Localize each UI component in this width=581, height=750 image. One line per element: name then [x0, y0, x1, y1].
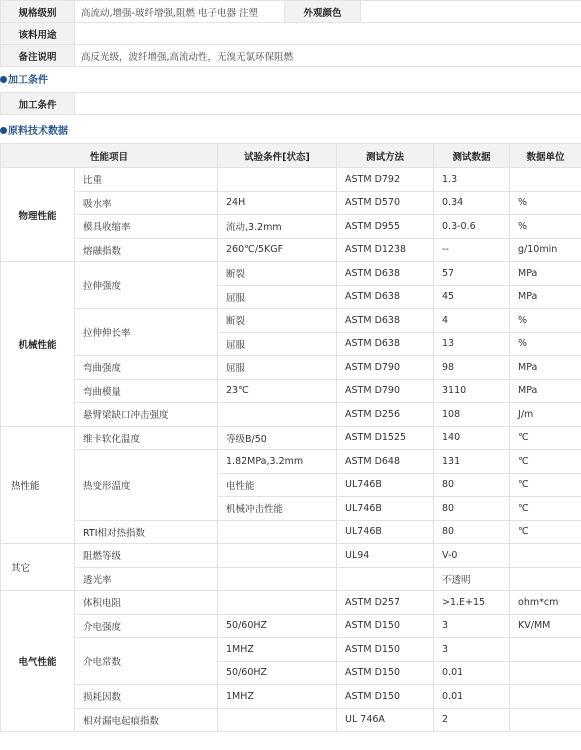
- table-row: [1, 544, 581, 568]
- unit-cell: [510, 661, 581, 685]
- condition-cell: 1MHZ: [218, 685, 337, 709]
- header-condition: 试验条件[状态]: [218, 144, 337, 168]
- condition-cell: [218, 403, 337, 427]
- unit-cell: MPa: [510, 285, 581, 309]
- color-value: [361, 1, 581, 23]
- property-cell: 弯曲强度: [75, 356, 218, 380]
- property-cell: 相对漏电起痕指数: [75, 708, 218, 732]
- unit-cell: %: [510, 215, 581, 239]
- grade-value: 高流动,增强-玻纤增强,阻燃 电子电器 注塑: [75, 1, 285, 23]
- table-row: [1, 520, 581, 544]
- method-cell: ASTM D150: [337, 614, 434, 638]
- property-cell: 弯曲模量: [75, 379, 218, 403]
- usage-label: 该料用途: [1, 23, 75, 45]
- table-row: [1, 238, 581, 262]
- data-cell: --: [434, 238, 510, 262]
- category-cell: 物理性能: [1, 168, 75, 262]
- method-cell: ASTM D150: [337, 685, 434, 709]
- category-cell: 机械性能: [1, 262, 75, 427]
- top-info-table: [0, 0, 581, 67]
- method-cell: ASTM D790: [337, 356, 434, 380]
- unit-cell: [510, 638, 581, 662]
- header-property: 性能项目: [1, 144, 218, 168]
- table-row: [1, 450, 581, 474]
- data-cell: V-0: [434, 544, 510, 568]
- section-bullet-icon: [0, 76, 7, 83]
- table-row: [1, 591, 581, 615]
- grade-label: 规格级别: [1, 1, 75, 23]
- unit-cell: ℃: [510, 426, 581, 450]
- remark-label: 备注说明: [1, 45, 75, 67]
- method-cell: ASTM D638: [337, 262, 434, 286]
- table-row: [1, 567, 581, 591]
- table-row: [1, 708, 581, 732]
- data-cell: 0.01: [434, 661, 510, 685]
- table-row: [1, 262, 581, 286]
- table-row: [1, 309, 581, 333]
- condition-cell: 机械冲击性能: [218, 497, 337, 521]
- data-cell: 98: [434, 356, 510, 380]
- unit-cell: g/10min: [510, 238, 581, 262]
- property-cell: 拉伸伸长率: [75, 309, 218, 356]
- unit-cell: %: [510, 332, 581, 356]
- condition-cell: 260℃/5KGF: [218, 238, 337, 262]
- condition-cell: 电性能: [218, 473, 337, 497]
- property-cell: 拉伸强度: [75, 262, 218, 309]
- category-cell: 电气性能: [1, 591, 75, 732]
- condition-cell: [218, 544, 337, 568]
- condition-cell: 断裂: [218, 262, 337, 286]
- method-cell: ASTM D1238: [337, 238, 434, 262]
- processing-section-title: 加工条件: [0, 67, 581, 92]
- condition-cell: 等级B/50: [218, 426, 337, 450]
- condition-cell: 屈服: [218, 332, 337, 356]
- table-row: [1, 426, 581, 450]
- unit-cell: J/m: [510, 403, 581, 427]
- property-cell: 熔融指数: [75, 238, 218, 262]
- property-cell: 吸水率: [75, 191, 218, 215]
- method-cell: ASTM D790: [337, 379, 434, 403]
- data-cell: 57: [434, 262, 510, 286]
- data-cell: 13: [434, 332, 510, 356]
- condition-cell: 断裂: [218, 309, 337, 333]
- table-row: [1, 379, 581, 403]
- data-cell: 140: [434, 426, 510, 450]
- category-cell: 其它: [1, 544, 75, 591]
- unit-cell: [510, 567, 581, 591]
- table-row: [1, 168, 581, 192]
- property-cell: 维卡软化温度: [75, 426, 218, 450]
- method-cell: ASTM D570: [337, 191, 434, 215]
- unit-cell: [510, 544, 581, 568]
- condition-cell: [218, 567, 337, 591]
- property-cell: 热变形温度: [75, 450, 218, 521]
- property-cell: 悬臂梁缺口冲击强度: [75, 403, 218, 427]
- method-cell: ASTM D638: [337, 332, 434, 356]
- method-cell: ASTM D150: [337, 638, 434, 662]
- unit-cell: [510, 685, 581, 709]
- spec-table: [0, 143, 581, 732]
- processing-value: [75, 93, 581, 115]
- header-data: 测试数据: [434, 144, 510, 168]
- condition-cell: 1MHZ: [218, 638, 337, 662]
- table-row: [1, 356, 581, 380]
- unit-cell: ℃: [510, 450, 581, 474]
- unit-cell: KV/MM: [510, 614, 581, 638]
- condition-cell: 50/60HZ: [218, 661, 337, 685]
- data-cell: 131: [434, 450, 510, 474]
- table-row: [1, 403, 581, 427]
- table-row: [1, 191, 581, 215]
- condition-cell: [218, 520, 337, 544]
- property-cell: 比重: [75, 168, 218, 192]
- condition-cell: 50/60HZ: [218, 614, 337, 638]
- method-cell: UL 746A: [337, 708, 434, 732]
- usage-value: [75, 23, 581, 45]
- property-cell: 模具收缩率: [75, 215, 218, 239]
- method-cell: ASTM D257: [337, 591, 434, 615]
- method-cell: ASTM D150: [337, 661, 434, 685]
- unit-cell: %: [510, 309, 581, 333]
- remark-value: 高反光级，波纤增强,高流动性，无溴无氯环保阻燃: [75, 45, 581, 67]
- unit-cell: MPa: [510, 356, 581, 380]
- condition-cell: 屈服: [218, 285, 337, 309]
- header-method: 测试方法: [337, 144, 434, 168]
- unit-cell: ohm*cm: [510, 591, 581, 615]
- header-unit: 数据单位: [510, 144, 581, 168]
- method-cell: ASTM D256: [337, 403, 434, 427]
- data-cell: 0.34: [434, 191, 510, 215]
- method-cell: UL746B: [337, 473, 434, 497]
- condition-cell: 24H: [218, 191, 337, 215]
- data-cell: 1.3: [434, 168, 510, 192]
- processing-label: 加工条件: [1, 93, 75, 115]
- method-cell: ASTM D1525: [337, 426, 434, 450]
- data-cell: 80: [434, 497, 510, 521]
- method-cell: ASTM D792: [337, 168, 434, 192]
- condition-cell: 流动,3.2mm: [218, 215, 337, 239]
- table-row: [1, 638, 581, 662]
- data-cell: 80: [434, 520, 510, 544]
- section-bullet-icon: [0, 127, 7, 134]
- category-cell: 热性能: [1, 426, 75, 544]
- data-cell: 4: [434, 309, 510, 333]
- table-row: [1, 23, 581, 45]
- condition-cell: 屈服: [218, 356, 337, 380]
- condition-cell: 1.82MPa,3.2mm: [218, 450, 337, 474]
- processing-table: [0, 92, 581, 115]
- spec-header-row: [1, 144, 581, 168]
- data-cell: >1.E+15: [434, 591, 510, 615]
- table-row: [1, 1, 581, 23]
- data-cell: 2: [434, 708, 510, 732]
- table-row: [1, 215, 581, 239]
- property-cell: 阻燃等级: [75, 544, 218, 568]
- method-cell: ASTM D638: [337, 285, 434, 309]
- property-cell: 介电常数: [75, 638, 218, 685]
- method-cell: ASTM D638: [337, 309, 434, 333]
- unit-cell: ℃: [510, 520, 581, 544]
- table-row: [1, 685, 581, 709]
- condition-cell: [218, 708, 337, 732]
- data-cell: 不透明: [434, 567, 510, 591]
- property-cell: 透光率: [75, 567, 218, 591]
- property-cell: 体积电阻: [75, 591, 218, 615]
- table-row: [1, 93, 581, 115]
- unit-cell: ℃: [510, 473, 581, 497]
- color-label: 外观颜色: [285, 1, 361, 23]
- unit-cell: [510, 168, 581, 192]
- table-row: [1, 45, 581, 67]
- unit-cell: MPa: [510, 379, 581, 403]
- data-cell: 0.3-0.6: [434, 215, 510, 239]
- table-row: [1, 614, 581, 638]
- property-cell: RTI相对热指数: [75, 520, 218, 544]
- method-cell: ASTM D955: [337, 215, 434, 239]
- property-cell: 介电强度: [75, 614, 218, 638]
- data-cell: 3110: [434, 379, 510, 403]
- condition-cell: [218, 591, 337, 615]
- condition-cell: [218, 168, 337, 192]
- method-cell: ASTM D648: [337, 450, 434, 474]
- data-cell: 108: [434, 403, 510, 427]
- condition-cell: 23℃: [218, 379, 337, 403]
- method-cell: UL746B: [337, 520, 434, 544]
- method-cell: UL746B: [337, 497, 434, 521]
- data-cell: 80: [434, 473, 510, 497]
- method-cell: [337, 567, 434, 591]
- unit-cell: ℃: [510, 497, 581, 521]
- data-cell: 45: [434, 285, 510, 309]
- unit-cell: MPa: [510, 262, 581, 286]
- property-cell: 损耗因数: [75, 685, 218, 709]
- unit-cell: %: [510, 191, 581, 215]
- data-cell: 3: [434, 614, 510, 638]
- data-cell: 0.01: [434, 685, 510, 709]
- unit-cell: [510, 708, 581, 732]
- tech-section-title: 原料技术数据: [0, 118, 581, 143]
- data-cell: 3: [434, 638, 510, 662]
- method-cell: UL94: [337, 544, 434, 568]
